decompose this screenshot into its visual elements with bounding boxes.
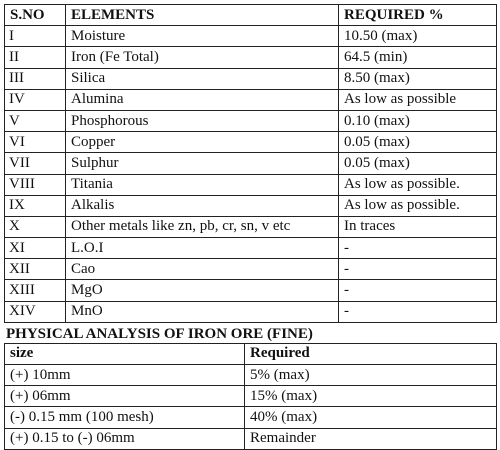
size-cell: (+) 10mm — [5, 365, 245, 386]
table-row — [5, 68, 497, 89]
sno-cell: VI — [5, 132, 66, 153]
table-row — [5, 132, 497, 153]
header-elements: ELEMENTS — [66, 5, 339, 26]
element-cell: Alumina — [66, 89, 339, 110]
section-title: PHYSICAL ANALYSIS OF IRON ORE (FINE) — [6, 325, 313, 342]
header-required: Required — [245, 343, 497, 364]
table-row — [5, 386, 497, 407]
size-cell: (+) 0.15 to (-) 06mm — [5, 428, 245, 449]
required-cell: 64.5 (min) — [339, 47, 497, 68]
element-cell: Other metals like zn, pb, cr, sn, v etc — [66, 216, 339, 237]
sno-cell: XI — [5, 238, 66, 259]
size-cell: (-) 0.15 mm (100 mesh) — [5, 407, 245, 428]
element-cell: L.O.I — [66, 238, 339, 259]
element-cell: MnO — [66, 301, 339, 322]
table-row — [5, 26, 497, 47]
sno-cell: VIII — [5, 174, 66, 195]
element-cell: Iron (Fe Total) — [66, 47, 339, 68]
element-cell: Sulphur — [66, 153, 339, 174]
required-cell: Remainder — [245, 428, 497, 449]
sno-cell: I — [5, 26, 66, 47]
table-row — [5, 238, 497, 259]
sno-cell: X — [5, 216, 66, 237]
required-cell: 10.50 (max) — [339, 26, 497, 47]
element-cell: Titania — [66, 174, 339, 195]
required-cell: - — [339, 238, 497, 259]
sno-cell: XIII — [5, 280, 66, 301]
table-row — [5, 216, 497, 237]
required-cell: 0.10 (max) — [339, 110, 497, 131]
element-cell: Cao — [66, 259, 339, 280]
table-row — [5, 174, 497, 195]
table-row — [5, 301, 497, 322]
table-row — [5, 110, 497, 131]
table-row — [5, 195, 497, 216]
sno-cell: IX — [5, 195, 66, 216]
table-row — [5, 153, 497, 174]
required-cell: 5% (max) — [245, 365, 497, 386]
elements-header-row — [5, 5, 497, 26]
required-cell: 8.50 (max) — [339, 68, 497, 89]
required-cell: 0.05 (max) — [339, 153, 497, 174]
required-cell: 40% (max) — [245, 407, 497, 428]
required-cell: As low as possible. — [339, 195, 497, 216]
element-cell: Alkalis — [66, 195, 339, 216]
sno-cell: V — [5, 110, 66, 131]
table-row — [5, 47, 497, 68]
size-cell: (+) 06mm — [5, 386, 245, 407]
table-row — [5, 365, 497, 386]
sno-cell: III — [5, 68, 66, 89]
sno-cell: XII — [5, 259, 66, 280]
required-cell: As low as possible. — [339, 174, 497, 195]
required-cell: - — [339, 280, 497, 301]
table-row — [5, 259, 497, 280]
element-cell: Copper — [66, 132, 339, 153]
element-cell: MgO — [66, 280, 339, 301]
required-cell: - — [339, 259, 497, 280]
sno-cell: IV — [5, 89, 66, 110]
element-cell: Moisture — [66, 26, 339, 47]
sno-cell: II — [5, 47, 66, 68]
required-cell: In traces — [339, 216, 497, 237]
header-sno: S.NO — [5, 5, 66, 26]
table-row — [5, 89, 497, 110]
table-row — [5, 407, 497, 428]
physical-analysis-table — [4, 343, 497, 450]
header-required: REQUIRED % — [339, 5, 497, 26]
table-row — [5, 280, 497, 301]
elements-table — [4, 4, 497, 323]
sno-cell: VII — [5, 153, 66, 174]
required-cell: As low as possible — [339, 89, 497, 110]
header-size: size — [5, 343, 245, 364]
table-row — [5, 428, 497, 449]
element-cell: Phosphorous — [66, 110, 339, 131]
required-cell: 0.05 (max) — [339, 132, 497, 153]
sno-cell: XIV — [5, 301, 66, 322]
required-cell: 15% (max) — [245, 386, 497, 407]
required-cell: - — [339, 301, 497, 322]
physical-header-row — [5, 343, 497, 364]
element-cell: Silica — [66, 68, 339, 89]
